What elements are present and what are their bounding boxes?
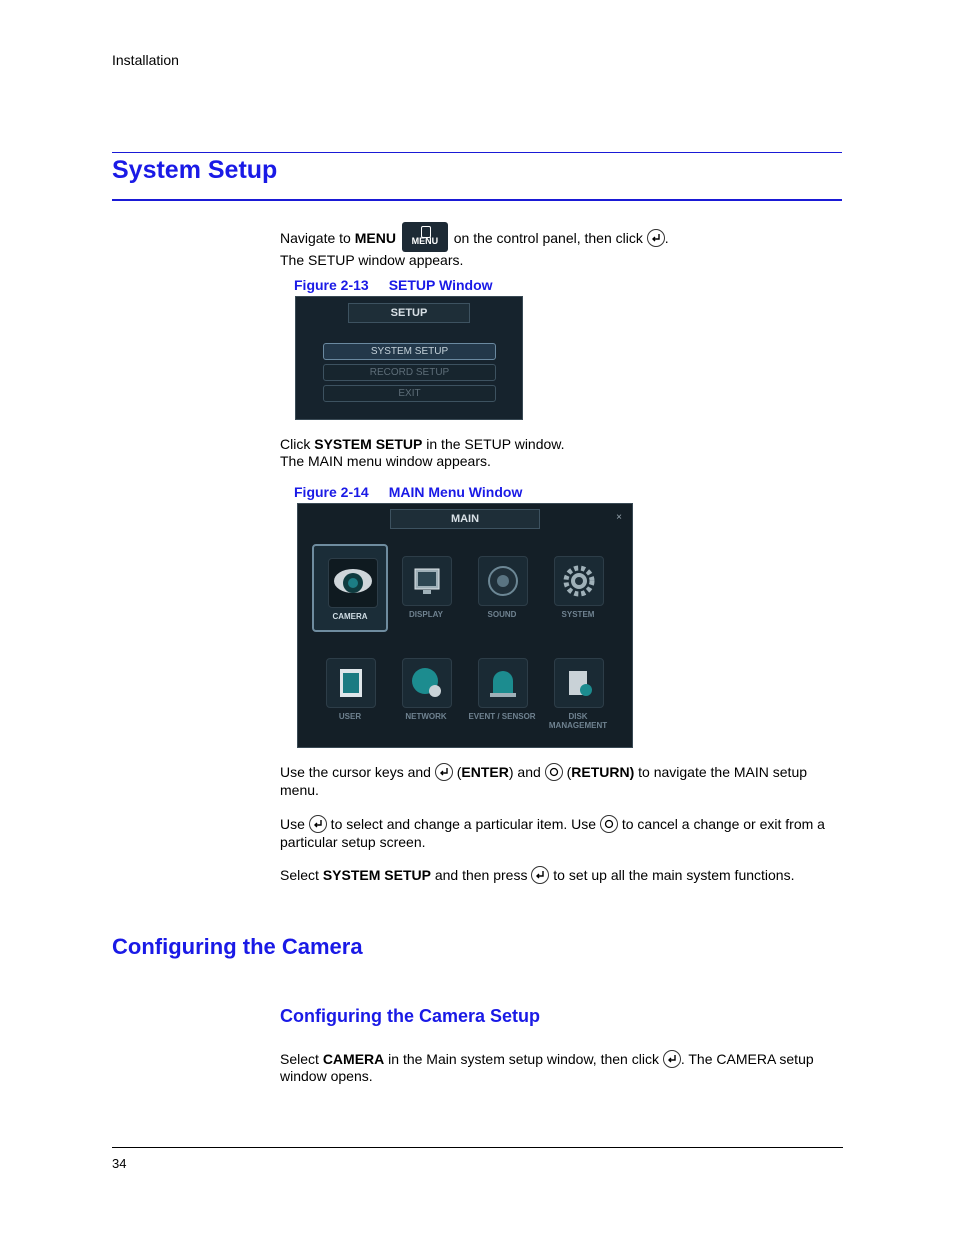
tile-label: NETWORK <box>405 712 447 721</box>
gear-icon <box>554 556 604 606</box>
enter-key-icon <box>531 866 549 884</box>
tile-label: DISPLAY <box>409 610 443 619</box>
enter-key-icon <box>647 229 665 247</box>
disk-icon <box>554 658 604 708</box>
figure-caption-2-13: Figure 2-13 SETUP Window <box>294 277 493 293</box>
intro-paragraph: Navigate to MENU MENU on the control panel, then click . The SETUP window appears. <box>280 222 840 269</box>
section-heading-configuring-camera: Configuring the Camera <box>112 934 363 959</box>
select-camera-paragraph: Select CAMERA in the Main system setup window, then click . The CAMERA setup window opens. <box>280 1051 814 1084</box>
enter-key-icon <box>435 763 453 781</box>
speaker-icon <box>478 556 528 606</box>
enter-key-icon <box>663 1050 681 1068</box>
tile-network[interactable] <box>388 646 464 734</box>
navigation-paragraph: Use the cursor keys and (ENTER) and (RETURN) to navigate the MAIN setup menu. <box>280 764 808 798</box>
tile-disk-management[interactable] <box>540 646 616 734</box>
heading-rule-bottom <box>112 199 842 201</box>
alarm-light-icon <box>478 658 528 708</box>
camera-icon <box>328 558 378 608</box>
tile-user[interactable] <box>312 646 388 734</box>
figure-caption-2-14: Figure 2-14 MAIN Menu Window <box>294 484 523 500</box>
return-key-icon <box>545 763 563 781</box>
exit-button[interactable]: EXIT <box>323 385 496 402</box>
menu-button-icon: MENU <box>402 222 448 252</box>
tile-label: EVENT / SENSOR <box>468 712 536 721</box>
globe-icon <box>402 658 452 708</box>
main-menu-window-screenshot <box>297 503 633 748</box>
tile-label: SOUND <box>487 610 517 619</box>
enter-key-icon <box>309 815 327 833</box>
setup-window-title: SETUP <box>348 303 470 323</box>
tile-label: CAMERA <box>332 612 368 621</box>
tile-event-sensor[interactable] <box>464 646 540 734</box>
select-change-paragraph: Use to select and change a particular item. Use to cancel a change or exit from a particular setup screen. <box>280 816 825 850</box>
footer-rule <box>112 1147 843 1148</box>
click-system-setup-paragraph: Click SYSTEM SETUP in the SETUP window. The MAIN menu window appears. <box>280 436 565 469</box>
user-icon <box>326 658 376 708</box>
system-setup-button[interactable]: SYSTEM SETUP <box>323 343 496 360</box>
heading-rule-top <box>112 152 842 153</box>
record-setup-button[interactable]: RECORD SETUP <box>323 364 496 381</box>
tile-system[interactable] <box>540 544 616 632</box>
tile-sound[interactable] <box>464 544 540 632</box>
return-key-icon <box>600 815 618 833</box>
close-icon[interactable]: × <box>616 512 622 523</box>
main-window-title: MAIN <box>390 509 540 529</box>
tile-label: SYSTEM <box>561 610 595 619</box>
setup-window-screenshot <box>295 296 523 420</box>
subsection-heading-camera-setup: Configuring the Camera Setup <box>280 1006 541 1026</box>
tile-display[interactable] <box>388 544 464 632</box>
running-header: Installation <box>112 52 179 68</box>
tile-camera[interactable] <box>312 544 388 632</box>
tile-label: USER <box>338 712 362 721</box>
select-system-setup-paragraph: Select SYSTEM SETUP and then press to set up all the main system functions. <box>280 867 795 883</box>
section-heading-system-setup: System Setup <box>112 156 278 184</box>
monitor-icon <box>402 556 452 606</box>
page-number: 34 <box>112 1156 127 1171</box>
tile-label: DISK MANAGEMENT <box>548 712 608 730</box>
